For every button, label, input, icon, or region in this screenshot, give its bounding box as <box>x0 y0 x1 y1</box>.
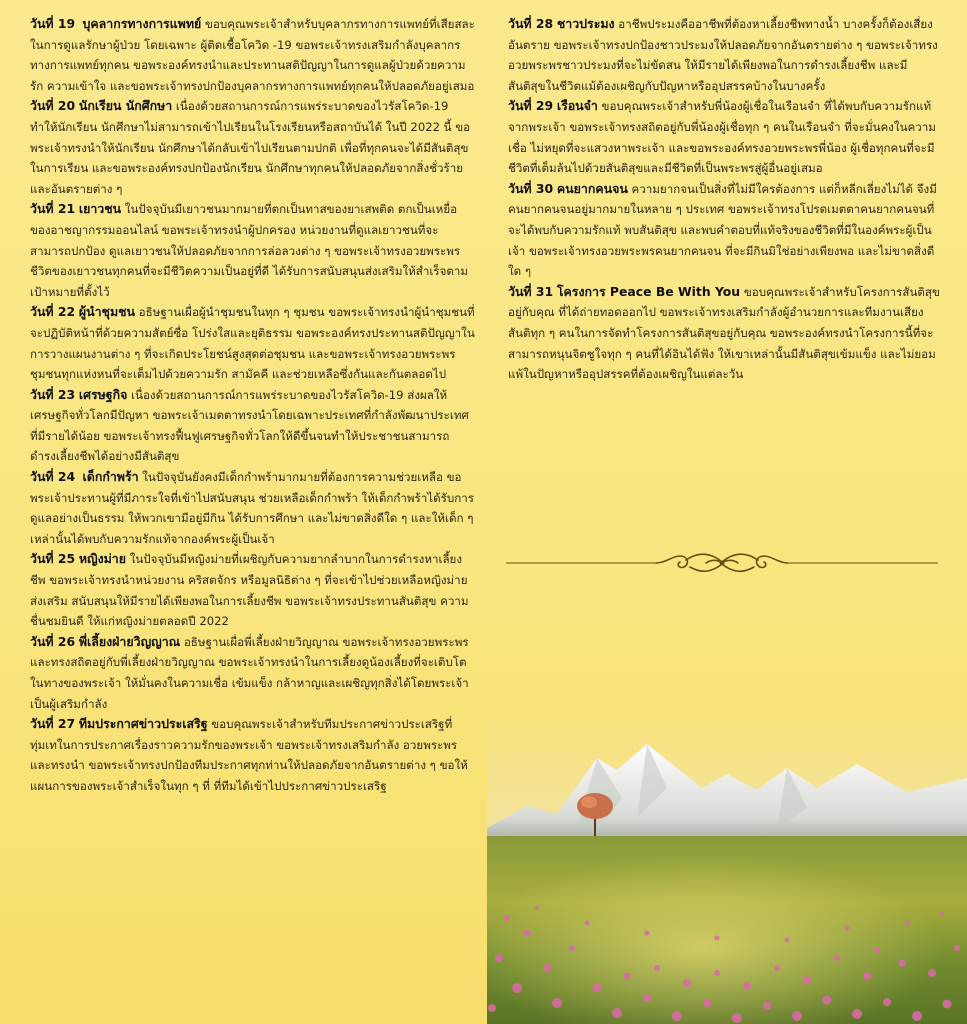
entry-body: ขอบคุณพระเจ้าสำหรับโครงการสันติสุขอยู่กับคุณ ที่ได้ถ่ายทอดออกไป ขอพระเจ้าทรงเสริมกำลังผู้อำนวยการและทีมงานเสียงสันติทุก ๆ คนในการจัดทำโครงการสันติสุขอยู่กับคุณ ขอพระองค์ทรงนำโครงการนี้ที่จะสามารถหนุนจิตชูใจทุก ๆ คนที่ได้อินได้ฟัง ให้เขาเหล่านั้นมีสันติสุขเข้มแข็ง และไม่ยอมแพ้ในปัญหาหรืออุปสรรคที่ต้องเผชิญในแต่ละวัน <box>508 284 940 382</box>
day-label: วันที่ 24 <box>30 469 76 485</box>
day-label: วันที่ 27 <box>30 716 76 732</box>
day-title: โครงการ Peace Be With You <box>556 283 741 299</box>
day-title: นักเรียน นักศึกษา <box>78 98 173 114</box>
day-title: ทีมประกาศข่าวประเสริฐ <box>78 716 208 732</box>
day-label: วันที่ 22 <box>30 304 76 320</box>
day-title: เศรษฐกิจ <box>78 386 128 402</box>
day-title: เด็กกำพร้า <box>82 469 139 485</box>
entry-body: ขอบคุณพระเจ้าสำหรับทีมประกาศข่าวประเสริฐที่ทุ่มเทในการประกาศเรื่องราวความรักของพระเจ้า ขอพระเจ้าทรงเสริมกำลัง อวยพระพรและทรงนำ ขอพระเจ้าทรงปกป้องทีมประกาศทุกท่านให้ปลอดภัยจากอันตรายต่าง ๆ ขอให้แผนการของพระเจ้าสำเร็จในทุก ๆ ที่ ที่ทีมได้เข้าไปประกาศข่าวประเสริฐ <box>30 717 468 793</box>
day-label: วันที่ 23 <box>30 386 76 402</box>
prayer-entry-21 <box>30 199 475 302</box>
day-label: วันที่ 26 <box>30 633 76 649</box>
entry-body: ความยากจนเป็นสิ่งที่ไม่มีใครต้องการ แต่ก็หลีกเลี่ยงไม่ได้ จึงมีคนยากคนจนอยู่มากมายในหลาย ๆ ประเทศ ขอพระเจ้าทรงโปรดเมตตาคนยากคนจนที่จะได้พบกับความรักแท้ พบสันติสุข และพบคำตอบที่แท้จริงของชีวิตที่มีในองค์พระผู้เป็นเจ้า ขอพระเจ้าทรงอวยพระพรคนยากคนจน ที่จะมีกินมิใช่อย่างเพียงพอ และไม่ขาดสิ่งดีใด ๆ <box>508 181 937 279</box>
day-label: วันที่ 30 <box>508 180 554 196</box>
entry-body: ในปัจจุบันยังคงมีเด็กกำพร้ามากมายที่ต้องการความช่วยเหลือ ขอพระเจ้าประทานผู้ที่มีภาระใจที่เข้าไปสนับสนุน ช่วยเหลือเด็กกำพร้า ให้เด็กกำพร้าได้รับการดูแลอย่างเป็นธรรม ให้พวกเขามีอยู่มีกิน ได้รับการศึกษา และไม่ขาดสิ่งดีใด ๆ และให้เด็ก ๆ เหล่านั้นได้พบกับความรักแท้จากองค์พระผู้เป็นเจ้า <box>30 470 474 546</box>
day-title: หญิงม่าย <box>78 551 127 567</box>
entry-body: ในปัจจุบันมีเยาวชนมากมายที่ตกเป็นทาสของยาเสพติด ตกเป็นเหยื่อของอาชญากรรมออนไลน์ ขอพระเจ้าทรงนำผู้ปกครอง หน่วยงานที่ดูแลเยาวชนที่จะสามารถปกป้อง ดูแลเยาวชนให้ปลอดภัยจากการล่อลวงต่าง ๆ ขอพระเจ้าทรงอวยพระพรชีวิตของเยาวชนทุกคนที่จะมีชีวิตความเป็นอยู่ที่ดี ได้รับการสนับสนุนส่งเสริมให้สำเร็จตามเป้าหมายที่ตั้งไว้ <box>30 202 469 299</box>
day-title: ชาวประมง <box>556 16 615 31</box>
day-label: วันที่ 29 <box>508 98 554 114</box>
right-column <box>508 14 940 385</box>
prayer-entry-24 <box>30 467 475 549</box>
prayer-entry-20 <box>30 96 475 199</box>
day-title: บุคลากรทางการแพทย์ <box>82 16 202 31</box>
entry-body: ขอบคุณพระเจ้าสำหรับบุคลากรทางการแพทย์ที่เสียสละในการดูแลรักษาผู้ป่วย โดยเฉพาะ ผู้ติดเชื้อโควิด -19 ขอพระเจ้าทรงเสริมกำลังบุคลากรทางการแพทย์ทุกคน ขอพระองค์ทรงนำและประทานสติปัญญาในการดูแลผู้ป่วยด้วยความรัก ความเข้าใจ และขอพระเจ้าทรงปกป้องบุคลากรทางการแพทย์ทุกคนให้ปลอดภัยอยู่เสมอ <box>30 17 475 93</box>
prayer-entry-25 <box>30 549 475 631</box>
entry-body: ในปัจจุบันมีหญิงม่ายที่เผชิญกับความยากลำบากในการดำรงหาเลี้ยงชีพ ขอพระเจ้าทรงนำหน่วยงาน คริสตจักร หรือมูลนิธิต่าง ๆ ที่จะเข้าไปช่วยเหลือหญิงม่าย ส่งเสริม สนับสนุนให้มีรายได้เพียงพอในการเลี้ยงชีพ ขอพระเจ้าทรงประทานสันติสุข ความชื่นชมยินดี ให้แก่หญิงม่ายตลอดปี 2022 <box>30 552 469 629</box>
day-label: วันที่ 19 <box>30 16 76 31</box>
prayer-entry-30 <box>508 179 940 282</box>
left-column <box>30 14 475 797</box>
mountain-meadow-photo <box>487 718 967 1024</box>
entry-body: เนื่องด้วยสถานการณ์การแพร่ระบาดของไวรัสโควิด-19 ทำให้นักเรียน นักศึกษาไม่สามารถเข้าไปเรียนในโรงเรียนหรือสถาบันได้ ในปี 2022 นี้ ขอพระเจ้าทรงนำให้นักเรียน นักศึกษาได้กลับเข้าไปเรียนตามปกติ เพื่อที่ทุกคนจะได้มีสันติสุขในการเรียน และขอพระองค์ทรงปกป้องนักเรียน นักศึกษาทุกคนให้ปลอดภัยจากสิ่งชั่วร้ายและอันตรายต่าง ๆ <box>30 99 471 196</box>
scroll-flourish-icon <box>506 548 938 578</box>
prayer-entry-19 <box>30 14 475 96</box>
prayer-entry-29 <box>508 96 940 178</box>
entry-body: เนื่องด้วยสถานการณ์การแพร่ระบาดของไวรัสโควิด-19 ส่งผลให้เศรษฐกิจทั่วโลกมีปัญหา ขอพระเจ้าเมตตาทรงนำโดยเฉพาะประเทศที่กำลังพัฒนาประเทศที่มีรายได้น้อย ขอพระเจ้าทรงฟื้นฟูเศรษฐกิจทั่วโลกให้ดีขึ้นจนทำให้ประชาชนสามารถดำรงเลี้ยงชีพได้อย่างมีสันติสุข <box>30 387 469 464</box>
day-label: วันที่ 28 <box>508 16 554 31</box>
prayer-entry-28 <box>508 14 940 96</box>
day-title: เยาวชน <box>78 201 122 217</box>
day-label: วันที่ 31 <box>508 283 554 299</box>
entry-body: อธิษฐานเผื่อผู้นำชุมชนในทุก ๆ ชุมชน ขอพระเจ้าทรงนำผู้นำชุมชนที่จะปฏิบัติหน้าที่ด้วยความสัตย์ซื่อ โปร่งใสและยุติธรรม ขอพระองค์ทรงประทานสติปัญญาในการวางแผนงานต่าง ๆ ที่จะเกิดประโยชน์สูงสุดต่อชุมชน และขอพระเจ้าทรงอวยพระพรชุมชนทุกแห่งหนที่จะเต็มไปด้วยความรัก สามัคคี และช่วยเหลือซึ่งกันและกันตลอดไป <box>30 305 475 382</box>
prayer-entry-22 <box>30 302 475 384</box>
prayer-entry-31 <box>508 282 940 385</box>
prayer-entry-27 <box>30 714 475 796</box>
day-title: คนยากคนจน <box>556 180 628 196</box>
entry-body: อาชีพประมงคืออาชีพที่ต้องหาเลี้ยงชีพทางน้ำ บางครั้งก็ต้องเสี่ยงอันตราย ขอพระเจ้าทรงปกป้องชาวประมงให้ปลอดภัยจากอันตรายต่าง ๆ ขอพระเจ้าทรงอวยพระพรชาวประมงที่จะไม่ขัดสน ให้มีรายได้เพียงพอในการดำรงเลี้ยงชีพ และมีสันติสุขในชีวิตแม้ต้องเผชิญกับปัญหาหรืออุปสรรคบ้างในบางครั้ง <box>508 17 938 93</box>
day-title: ผู้นำชุมชน <box>78 304 135 320</box>
prayer-entry-23 <box>30 385 475 467</box>
entry-body: ขอบคุณพระเจ้าสำหรับพี่น้องผู้เชื่อในเรือนจำ ที่ได้พบกับความรักแท้จากพระเจ้า ขอพระเจ้าทรงสถิตอยู่กับพี่น้องผู้เชื่อทุก ๆ คนในเรือนจำ ที่จะมั่นคงในความเชื่อ ไม่หยุดที่จะแสวงหาพระเจ้า และขอพระองค์ทรงอวยพระพรพี่น้อง ผู้เชื่อทุกคนที่จะมีชีวิตที่เต็มล้นไปด้วยสันติสุขและมีชีวิตที่เป็นพระพรสู่ผู้อื่นอยู่เสมอ <box>508 99 936 176</box>
entry-body: อธิษฐานเผื่อพี่เลี้ยงฝ่ายวิญญาณ ขอพระเจ้าทรงอวยพระพรและทรงสถิตอยู่กับพี่เลี้ยงฝ่ายวิญญาณ ขอพระเจ้าทรงนำในการเลี้ยงดูน้องเลี้ยงที่จะเติบโตในทางของพระเจ้า ให้มั่นคงในความเชื่อ เข้มแข็ง กล้าหาญและเผชิญทุกสิ่งได้โดยพระเจ้าเป็นผู้เสริมกำลัง <box>30 634 469 711</box>
day-label: วันที่ 21 <box>30 201 76 217</box>
day-label: วันที่ 20 <box>30 98 76 114</box>
day-title: เรือนจำ <box>556 98 598 114</box>
day-label: วันที่ 25 <box>30 551 76 567</box>
prayer-entry-26 <box>30 632 475 714</box>
day-title: พี่เลี้ยงฝ่ายวิญญาณ <box>78 633 181 649</box>
